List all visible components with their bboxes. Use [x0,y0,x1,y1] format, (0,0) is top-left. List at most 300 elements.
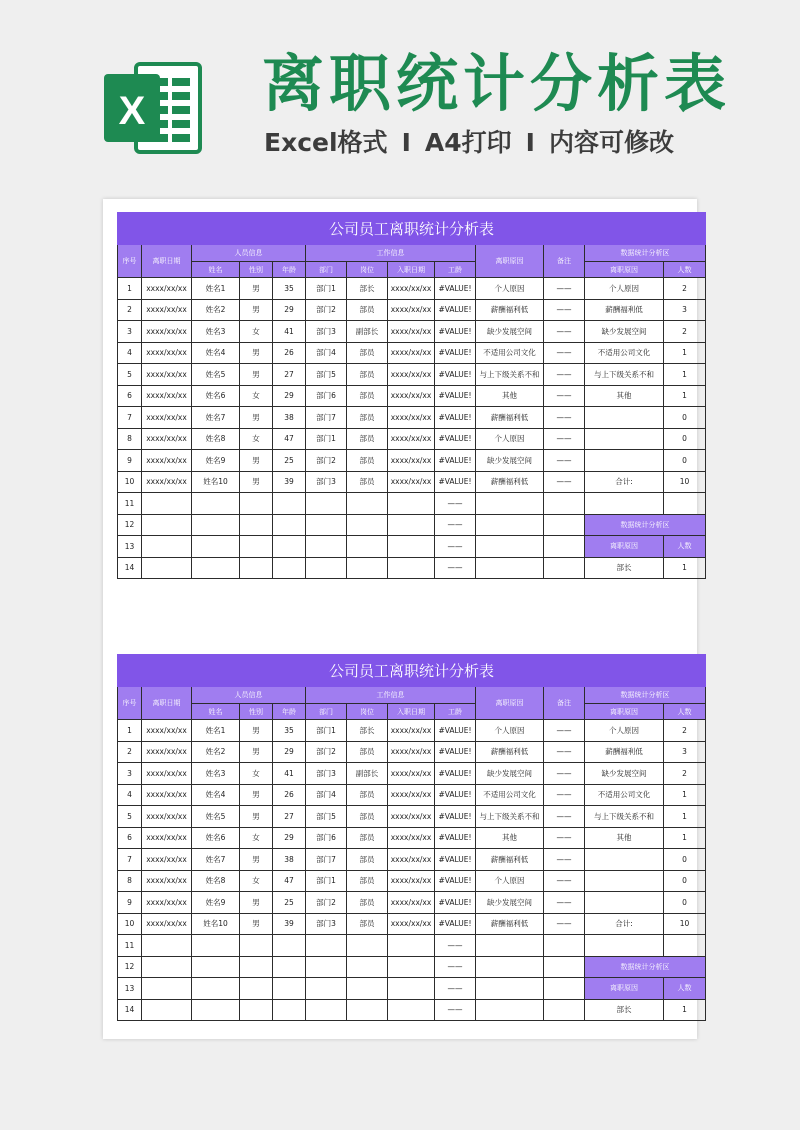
cell-seq[interactable]: 3 [118,321,142,343]
cell-name[interactable] [192,978,240,1000]
cell-stats-count[interactable]: 0 [664,450,706,472]
cell-join-date[interactable]: xxxx/xx/xx [388,741,435,763]
cell-note[interactable] [544,978,585,1000]
cell-join-date[interactable] [388,514,435,536]
cell-gender[interactable]: 男 [240,806,273,828]
cell-dept[interactable] [306,935,347,957]
cell-date[interactable]: xxxx/xx/xx [142,827,192,849]
cell-age[interactable]: 29 [273,827,306,849]
cell-note[interactable]: —— [544,763,585,785]
cell-date[interactable]: xxxx/xx/xx [142,299,192,321]
cell-stats-count[interactable]: 1 [664,784,706,806]
cell-reason[interactable] [476,557,544,579]
cell-gender[interactable] [240,999,273,1021]
cell-name[interactable] [192,935,240,957]
cell-stats-reason[interactable]: 部长 [585,999,664,1021]
cell-stats-reason[interactable]: 合计: [585,913,664,935]
cell-age[interactable] [273,956,306,978]
cell-position[interactable]: 部员 [347,741,388,763]
cell-seq[interactable]: 7 [118,407,142,429]
cell-join-date[interactable]: xxxx/xx/xx [388,299,435,321]
cell-reason[interactable]: 薪酬福利低 [476,407,544,429]
cell-note[interactable]: —— [544,428,585,450]
cell-age[interactable]: 26 [273,342,306,364]
cell-stats-reason[interactable]: 与上下级关系不和 [585,364,664,386]
cell-join-date[interactable]: xxxx/xx/xx [388,278,435,300]
cell-age[interactable]: 29 [273,385,306,407]
cell-seq[interactable]: 11 [118,935,142,957]
cell-gender[interactable]: 男 [240,913,273,935]
cell-stats-reason[interactable] [585,870,664,892]
cell-position[interactable]: 部员 [347,428,388,450]
cell-stats-count[interactable]: 2 [664,321,706,343]
cell-dept[interactable]: 部门1 [306,720,347,742]
cell-age[interactable] [273,999,306,1021]
cell-note[interactable]: —— [544,407,585,429]
cell-note[interactable]: —— [544,806,585,828]
cell-age[interactable]: 41 [273,321,306,343]
cell-stats-count[interactable]: 2 [664,720,706,742]
cell-tenure[interactable]: #VALUE! [435,342,476,364]
cell-date[interactable]: xxxx/xx/xx [142,870,192,892]
cell-dept[interactable]: 部门2 [306,450,347,472]
cell-gender[interactable]: 女 [240,763,273,785]
cell-reason[interactable]: 薪酬福利低 [476,741,544,763]
cell-age[interactable]: 27 [273,364,306,386]
cell-age[interactable] [273,557,306,579]
cell-note[interactable]: —— [544,299,585,321]
cell-tenure[interactable]: #VALUE! [435,407,476,429]
cell-name[interactable]: 姓名8 [192,428,240,450]
cell-reason[interactable]: 个人原因 [476,428,544,450]
cell-reason[interactable]: 不适用公司文化 [476,784,544,806]
cell-note[interactable]: —— [544,321,585,343]
cell-age[interactable]: 47 [273,870,306,892]
cell-gender[interactable]: 男 [240,849,273,871]
cell-gender[interactable] [240,935,273,957]
cell-date[interactable]: xxxx/xx/xx [142,892,192,914]
cell-stats-count[interactable]: 1 [664,557,706,579]
cell-stats-count[interactable]: 3 [664,299,706,321]
cell-stats-count[interactable] [664,493,706,515]
cell-seq[interactable]: 7 [118,849,142,871]
cell-join-date[interactable]: xxxx/xx/xx [388,892,435,914]
cell-position[interactable] [347,999,388,1021]
cell-tenure[interactable]: #VALUE! [435,299,476,321]
cell-stats-reason[interactable] [585,935,664,957]
cell-stats-count[interactable]: 10 [664,471,706,493]
cell-dept[interactable]: 部门2 [306,299,347,321]
cell-join-date[interactable]: xxxx/xx/xx [388,342,435,364]
cell-gender[interactable]: 男 [240,407,273,429]
cell-tenure[interactable]: #VALUE! [435,720,476,742]
cell-gender[interactable]: 女 [240,827,273,849]
cell-date[interactable]: xxxx/xx/xx [142,471,192,493]
cell-reason[interactable]: 薪酬福利低 [476,913,544,935]
cell-name[interactable]: 姓名7 [192,849,240,871]
cell-date[interactable]: xxxx/xx/xx [142,385,192,407]
cell-join-date[interactable]: xxxx/xx/xx [388,428,435,450]
cell-join-date[interactable]: xxxx/xx/xx [388,784,435,806]
cell-stats-count[interactable]: 1 [664,999,706,1021]
cell-gender[interactable]: 男 [240,278,273,300]
cell-age[interactable] [273,536,306,558]
cell-position[interactable]: 部员 [347,407,388,429]
cell-position[interactable] [347,978,388,1000]
cell-gender[interactable]: 女 [240,385,273,407]
cell-name[interactable]: 姓名9 [192,450,240,472]
cell-age[interactable] [273,493,306,515]
cell-join-date[interactable]: xxxx/xx/xx [388,450,435,472]
cell-position[interactable]: 副部长 [347,321,388,343]
cell-position[interactable]: 部员 [347,913,388,935]
cell-reason[interactable]: 不适用公司文化 [476,342,544,364]
cell-dept[interactable]: 部门7 [306,407,347,429]
cell-position[interactable]: 部长 [347,720,388,742]
cell-join-date[interactable] [388,978,435,1000]
cell-reason[interactable]: 缺少发展空间 [476,892,544,914]
cell-position[interactable]: 副部长 [347,763,388,785]
cell-name[interactable]: 姓名5 [192,806,240,828]
cell-join-date[interactable]: xxxx/xx/xx [388,471,435,493]
cell-seq[interactable]: 9 [118,892,142,914]
cell-stats-count[interactable]: 0 [664,407,706,429]
cell-note[interactable]: —— [544,342,585,364]
cell-tenure[interactable]: #VALUE! [435,741,476,763]
cell-name[interactable]: 姓名10 [192,471,240,493]
cell-seq[interactable]: 14 [118,557,142,579]
cell-position[interactable]: 部员 [347,827,388,849]
cell-join-date[interactable] [388,493,435,515]
cell-tenure[interactable]: #VALUE! [435,784,476,806]
cell-seq[interactable]: 1 [118,720,142,742]
cell-gender[interactable] [240,557,273,579]
cell-reason[interactable] [476,935,544,957]
cell-dept[interactable]: 部门5 [306,364,347,386]
cell-join-date[interactable] [388,557,435,579]
cell-seq[interactable]: 6 [118,827,142,849]
cell-reason[interactable]: 缺少发展空间 [476,450,544,472]
cell-tenure[interactable]: #VALUE! [435,364,476,386]
cell-reason[interactable]: 个人原因 [476,720,544,742]
cell-stats-reason[interactable]: 不适用公司文化 [585,342,664,364]
cell-stats-count[interactable]: 2 [664,278,706,300]
cell-dept[interactable]: 部门3 [306,471,347,493]
cell-date[interactable]: xxxx/xx/xx [142,784,192,806]
cell-stats-count[interactable]: 1 [664,342,706,364]
cell-date[interactable]: xxxx/xx/xx [142,364,192,386]
cell-note[interactable]: —— [544,849,585,871]
cell-name[interactable]: 姓名4 [192,784,240,806]
cell-tenure[interactable]: #VALUE! [435,892,476,914]
cell-gender[interactable]: 男 [240,784,273,806]
cell-age[interactable] [273,514,306,536]
cell-name[interactable] [192,493,240,515]
cell-position[interactable] [347,557,388,579]
cell-reason[interactable]: 其他 [476,385,544,407]
cell-date[interactable] [142,956,192,978]
cell-age[interactable]: 35 [273,278,306,300]
cell-date[interactable]: xxxx/xx/xx [142,806,192,828]
cell-date[interactable] [142,935,192,957]
cell-stats-count[interactable]: 2 [664,763,706,785]
cell-seq[interactable]: 11 [118,493,142,515]
cell-stats-count[interactable]: 3 [664,741,706,763]
cell-note[interactable]: —— [544,364,585,386]
cell-seq[interactable]: 2 [118,741,142,763]
cell-age[interactable]: 35 [273,720,306,742]
cell-date[interactable]: xxxx/xx/xx [142,428,192,450]
cell-age[interactable] [273,935,306,957]
cell-tenure[interactable]: #VALUE! [435,827,476,849]
cell-position[interactable] [347,536,388,558]
cell-stats-reason[interactable]: 个人原因 [585,720,664,742]
cell-date[interactable] [142,557,192,579]
cell-position[interactable] [347,956,388,978]
cell-note[interactable] [544,557,585,579]
cell-tenure[interactable]: #VALUE! [435,806,476,828]
cell-age[interactable]: 25 [273,450,306,472]
cell-date[interactable]: xxxx/xx/xx [142,407,192,429]
cell-name[interactable]: 姓名6 [192,827,240,849]
cell-tenure[interactable]: #VALUE! [435,385,476,407]
cell-seq[interactable]: 8 [118,870,142,892]
cell-tenure[interactable]: #VALUE! [435,913,476,935]
cell-join-date[interactable]: xxxx/xx/xx [388,870,435,892]
cell-date[interactable] [142,514,192,536]
cell-stats-reason[interactable]: 部长 [585,557,664,579]
cell-note[interactable]: —— [544,450,585,472]
cell-stats-reason[interactable]: 缺少发展空间 [585,321,664,343]
cell-seq[interactable]: 5 [118,364,142,386]
cell-join-date[interactable] [388,999,435,1021]
cell-age[interactable]: 38 [273,849,306,871]
cell-date[interactable] [142,493,192,515]
cell-stats-reason[interactable] [585,849,664,871]
cell-position[interactable]: 部员 [347,471,388,493]
cell-join-date[interactable]: xxxx/xx/xx [388,827,435,849]
cell-gender[interactable]: 女 [240,870,273,892]
cell-age[interactable]: 25 [273,892,306,914]
cell-dept[interactable]: 部门1 [306,278,347,300]
cell-stats-reason[interactable] [585,407,664,429]
cell-stats-count[interactable]: 0 [664,849,706,871]
cell-reason[interactable]: 与上下级关系不和 [476,364,544,386]
cell-join-date[interactable]: xxxx/xx/xx [388,385,435,407]
cell-reason[interactable] [476,978,544,1000]
cell-name[interactable]: 姓名1 [192,720,240,742]
cell-age[interactable]: 39 [273,913,306,935]
cell-gender[interactable]: 男 [240,450,273,472]
cell-stats-reason[interactable]: 合计: [585,471,664,493]
cell-reason[interactable]: 缺少发展空间 [476,763,544,785]
cell-stats-count[interactable]: 1 [664,827,706,849]
cell-name[interactable]: 姓名3 [192,321,240,343]
cell-seq[interactable]: 4 [118,342,142,364]
cell-tenure[interactable]: #VALUE! [435,321,476,343]
cell-name[interactable]: 姓名4 [192,342,240,364]
cell-gender[interactable]: 男 [240,364,273,386]
cell-seq[interactable]: 12 [118,956,142,978]
cell-stats-reason[interactable]: 其他 [585,827,664,849]
cell-note[interactable] [544,999,585,1021]
cell-reason[interactable]: 薪酬福利低 [476,471,544,493]
cell-gender[interactable]: 男 [240,299,273,321]
cell-reason[interactable] [476,536,544,558]
cell-name[interactable]: 姓名3 [192,763,240,785]
cell-tenure[interactable]: —— [435,978,476,1000]
cell-position[interactable]: 部员 [347,849,388,871]
cell-reason[interactable] [476,493,544,515]
cell-stats-count[interactable]: 10 [664,913,706,935]
cell-stats-reason[interactable]: 缺少发展空间 [585,763,664,785]
cell-gender[interactable]: 男 [240,342,273,364]
cell-note[interactable] [544,536,585,558]
cell-seq[interactable]: 9 [118,450,142,472]
cell-dept[interactable] [306,493,347,515]
cell-date[interactable]: xxxx/xx/xx [142,913,192,935]
cell-tenure[interactable]: —— [435,956,476,978]
cell-gender[interactable] [240,514,273,536]
cell-reason[interactable]: 个人原因 [476,278,544,300]
cell-age[interactable]: 38 [273,407,306,429]
cell-dept[interactable]: 部门2 [306,741,347,763]
cell-reason[interactable]: 个人原因 [476,870,544,892]
cell-date[interactable] [142,536,192,558]
cell-position[interactable]: 部员 [347,784,388,806]
cell-stats-count[interactable] [664,935,706,957]
cell-reason[interactable] [476,956,544,978]
cell-position[interactable]: 部长 [347,278,388,300]
cell-note[interactable]: —— [544,913,585,935]
cell-stats-count[interactable]: 1 [664,364,706,386]
cell-seq[interactable]: 1 [118,278,142,300]
cell-gender[interactable]: 男 [240,471,273,493]
cell-age[interactable]: 41 [273,763,306,785]
cell-stats-count[interactable]: 1 [664,385,706,407]
cell-dept[interactable]: 部门6 [306,385,347,407]
cell-stats-reason[interactable]: 薪酬福利低 [585,741,664,763]
cell-age[interactable]: 29 [273,299,306,321]
cell-join-date[interactable]: xxxx/xx/xx [388,913,435,935]
cell-stats-reason[interactable]: 与上下级关系不和 [585,806,664,828]
cell-reason[interactable]: 薪酬福利低 [476,849,544,871]
cell-tenure[interactable]: #VALUE! [435,428,476,450]
cell-seq[interactable]: 14 [118,999,142,1021]
cell-name[interactable] [192,956,240,978]
cell-note[interactable] [544,935,585,957]
cell-tenure[interactable]: —— [435,536,476,558]
cell-age[interactable]: 47 [273,428,306,450]
cell-note[interactable]: —— [544,827,585,849]
cell-dept[interactable]: 部门7 [306,849,347,871]
cell-position[interactable] [347,935,388,957]
cell-dept[interactable] [306,557,347,579]
cell-dept[interactable]: 部门6 [306,827,347,849]
cell-name[interactable] [192,536,240,558]
cell-date[interactable]: xxxx/xx/xx [142,741,192,763]
cell-name[interactable] [192,999,240,1021]
cell-tenure[interactable]: —— [435,999,476,1021]
cell-join-date[interactable]: xxxx/xx/xx [388,364,435,386]
cell-join-date[interactable]: xxxx/xx/xx [388,763,435,785]
cell-stats-reason[interactable]: 其他 [585,385,664,407]
cell-age[interactable]: 29 [273,741,306,763]
cell-dept[interactable] [306,978,347,1000]
cell-note[interactable] [544,514,585,536]
cell-date[interactable]: xxxx/xx/xx [142,720,192,742]
cell-dept[interactable]: 部门1 [306,870,347,892]
cell-stats-count[interactable]: 1 [664,806,706,828]
cell-stats-reason[interactable] [585,428,664,450]
cell-seq[interactable]: 4 [118,784,142,806]
cell-age[interactable]: 26 [273,784,306,806]
cell-seq[interactable]: 2 [118,299,142,321]
cell-gender[interactable] [240,536,273,558]
cell-gender[interactable]: 女 [240,428,273,450]
cell-position[interactable] [347,493,388,515]
cell-date[interactable]: xxxx/xx/xx [142,450,192,472]
cell-position[interactable]: 部员 [347,299,388,321]
cell-seq[interactable]: 3 [118,763,142,785]
cell-position[interactable]: 部员 [347,870,388,892]
cell-note[interactable]: —— [544,720,585,742]
cell-join-date[interactable]: xxxx/xx/xx [388,806,435,828]
cell-reason[interactable]: 与上下级关系不和 [476,806,544,828]
cell-stats-count[interactable]: 0 [664,870,706,892]
cell-position[interactable]: 部员 [347,806,388,828]
cell-tenure[interactable]: #VALUE! [435,763,476,785]
cell-join-date[interactable]: xxxx/xx/xx [388,407,435,429]
cell-name[interactable] [192,514,240,536]
cell-name[interactable]: 姓名8 [192,870,240,892]
cell-tenure[interactable]: #VALUE! [435,450,476,472]
cell-position[interactable]: 部员 [347,364,388,386]
cell-seq[interactable]: 13 [118,978,142,1000]
cell-dept[interactable] [306,514,347,536]
cell-seq[interactable]: 13 [118,536,142,558]
cell-tenure[interactable]: #VALUE! [435,870,476,892]
cell-seq[interactable]: 12 [118,514,142,536]
cell-date[interactable]: xxxx/xx/xx [142,849,192,871]
cell-name[interactable]: 姓名2 [192,299,240,321]
cell-stats-reason[interactable]: 个人原因 [585,278,664,300]
cell-join-date[interactable]: xxxx/xx/xx [388,321,435,343]
cell-tenure[interactable]: #VALUE! [435,471,476,493]
cell-stats-reason[interactable]: 薪酬福利低 [585,299,664,321]
cell-date[interactable] [142,978,192,1000]
cell-seq[interactable]: 8 [118,428,142,450]
cell-age[interactable]: 39 [273,471,306,493]
cell-position[interactable]: 部员 [347,385,388,407]
cell-join-date[interactable] [388,935,435,957]
cell-reason[interactable]: 其他 [476,827,544,849]
cell-date[interactable] [142,999,192,1021]
cell-note[interactable] [544,493,585,515]
cell-seq[interactable]: 10 [118,913,142,935]
cell-stats-reason[interactable] [585,892,664,914]
cell-stats-reason[interactable]: 不适用公司文化 [585,784,664,806]
cell-reason[interactable] [476,514,544,536]
cell-gender[interactable]: 女 [240,321,273,343]
cell-age[interactable] [273,978,306,1000]
cell-note[interactable] [544,956,585,978]
cell-join-date[interactable] [388,956,435,978]
cell-stats-reason[interactable] [585,450,664,472]
cell-dept[interactable]: 部门1 [306,428,347,450]
cell-name[interactable]: 姓名5 [192,364,240,386]
cell-dept[interactable] [306,999,347,1021]
